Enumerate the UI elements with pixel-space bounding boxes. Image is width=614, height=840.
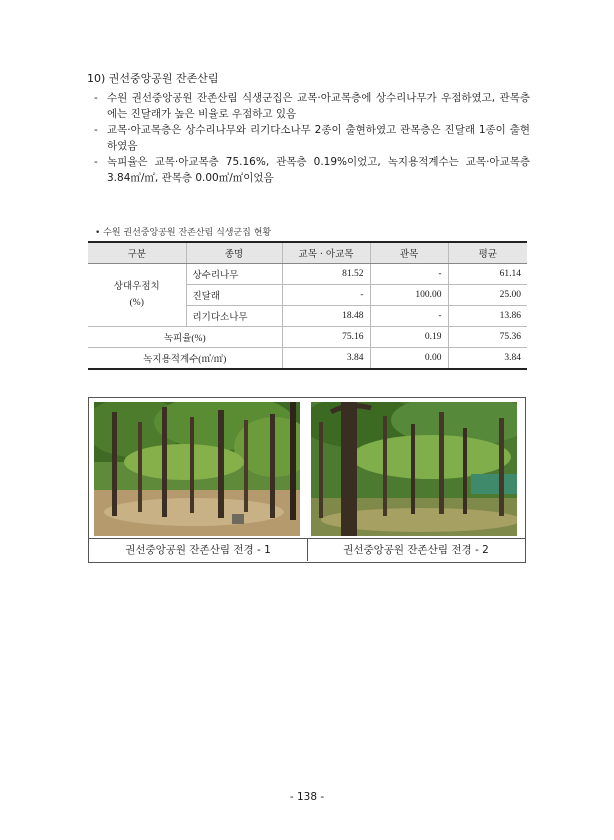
photo-caption-1: 권선중앙공원 잔존산림 전경 - 1 [89,538,308,561]
page-number: - 138 - [289,791,325,803]
photo-caption-2: 권선중앙공원 잔존산림 전경 - 2 [307,538,525,561]
bullet-text: 녹피율은 교목·아교목층 75.16%, 관목층 0.19%이었고, 녹지용적계수는 교목·아교목층 3.84㎥/㎡, 관목층 0.00㎥/㎡이었음 [107,156,530,184]
summary-label-cell: 녹지용적계수(㎥/㎡) [88,348,282,370]
tree-value-cell: 18.48 [282,306,370,327]
group-label-line2: (%) [129,298,144,308]
bullet-list [94,90,530,186]
bullet-marker: - [94,156,98,168]
header-average: 평균 [448,242,527,264]
shrub-value-cell: - [370,306,448,327]
shrub-value-cell: - [370,264,448,285]
bullet-text: 수원 권선중앙공원 잔존산림 식생군집은 교목·아교목층에 상수리나무가 우점하였고, 관목층에는 진달래가 높은 비율로 우점하고 있음 [107,92,530,120]
avg-value-cell: 61.14 [448,264,527,285]
tree-value-cell: 75.16 [282,327,370,348]
avg-value-cell: 3.84 [448,348,527,370]
species-cell: 리기다소나무 [186,306,282,327]
bullet-marker: - [94,92,98,104]
tree-value-cell: 3.84 [282,348,370,370]
tree-value-cell: - [282,285,370,306]
forest-photo-2-image [311,402,517,536]
header-category: 구분 [88,242,186,264]
shrub-value-cell: 0.00 [370,348,448,370]
vegetation-table [88,241,527,370]
bullet-text: 교목·아교목층은 상수리나무와 리기다소나무 2종이 출현하였고 관목층은 진달래 1종이 출현하였음 [107,124,530,152]
bullet-item [94,90,530,122]
tree-value-cell: 81.52 [282,264,370,285]
section-title: 10) 권선중앙공원 잔존산림 [87,72,219,85]
avg-value-cell: 13.86 [448,306,527,327]
avg-value-cell: 75.36 [448,327,527,348]
summary-label-cell: 녹피율(%) [88,327,282,348]
photo-panel [88,397,526,563]
header-shrub-layer: 관목 [370,242,448,264]
forest-photo-2 [311,402,517,536]
species-cell: 상수리나무 [186,264,282,285]
table-summary-row [88,348,527,370]
table-caption: • 수원 권선중앙공원 잔존산림 식생군집 현황 [95,228,272,238]
header-species: 종명 [186,242,282,264]
bullet-item [94,122,530,154]
forest-photo-1 [94,402,300,536]
species-cell: 진달래 [186,285,282,306]
group-label-line1: 상대우점치 [113,282,160,292]
bullet-item [94,154,530,186]
table-row [88,264,527,285]
bullet-marker: - [94,124,98,136]
group-label-cell [88,264,186,327]
shrub-value-cell: 0.19 [370,327,448,348]
table-header-row [88,242,527,264]
forest-photo-1-image [94,402,300,536]
table-summary-row [88,327,527,348]
shrub-value-cell: 100.00 [370,285,448,306]
avg-value-cell: 25.00 [448,285,527,306]
header-tree-layer: 교목 · 아교목 [282,242,370,264]
